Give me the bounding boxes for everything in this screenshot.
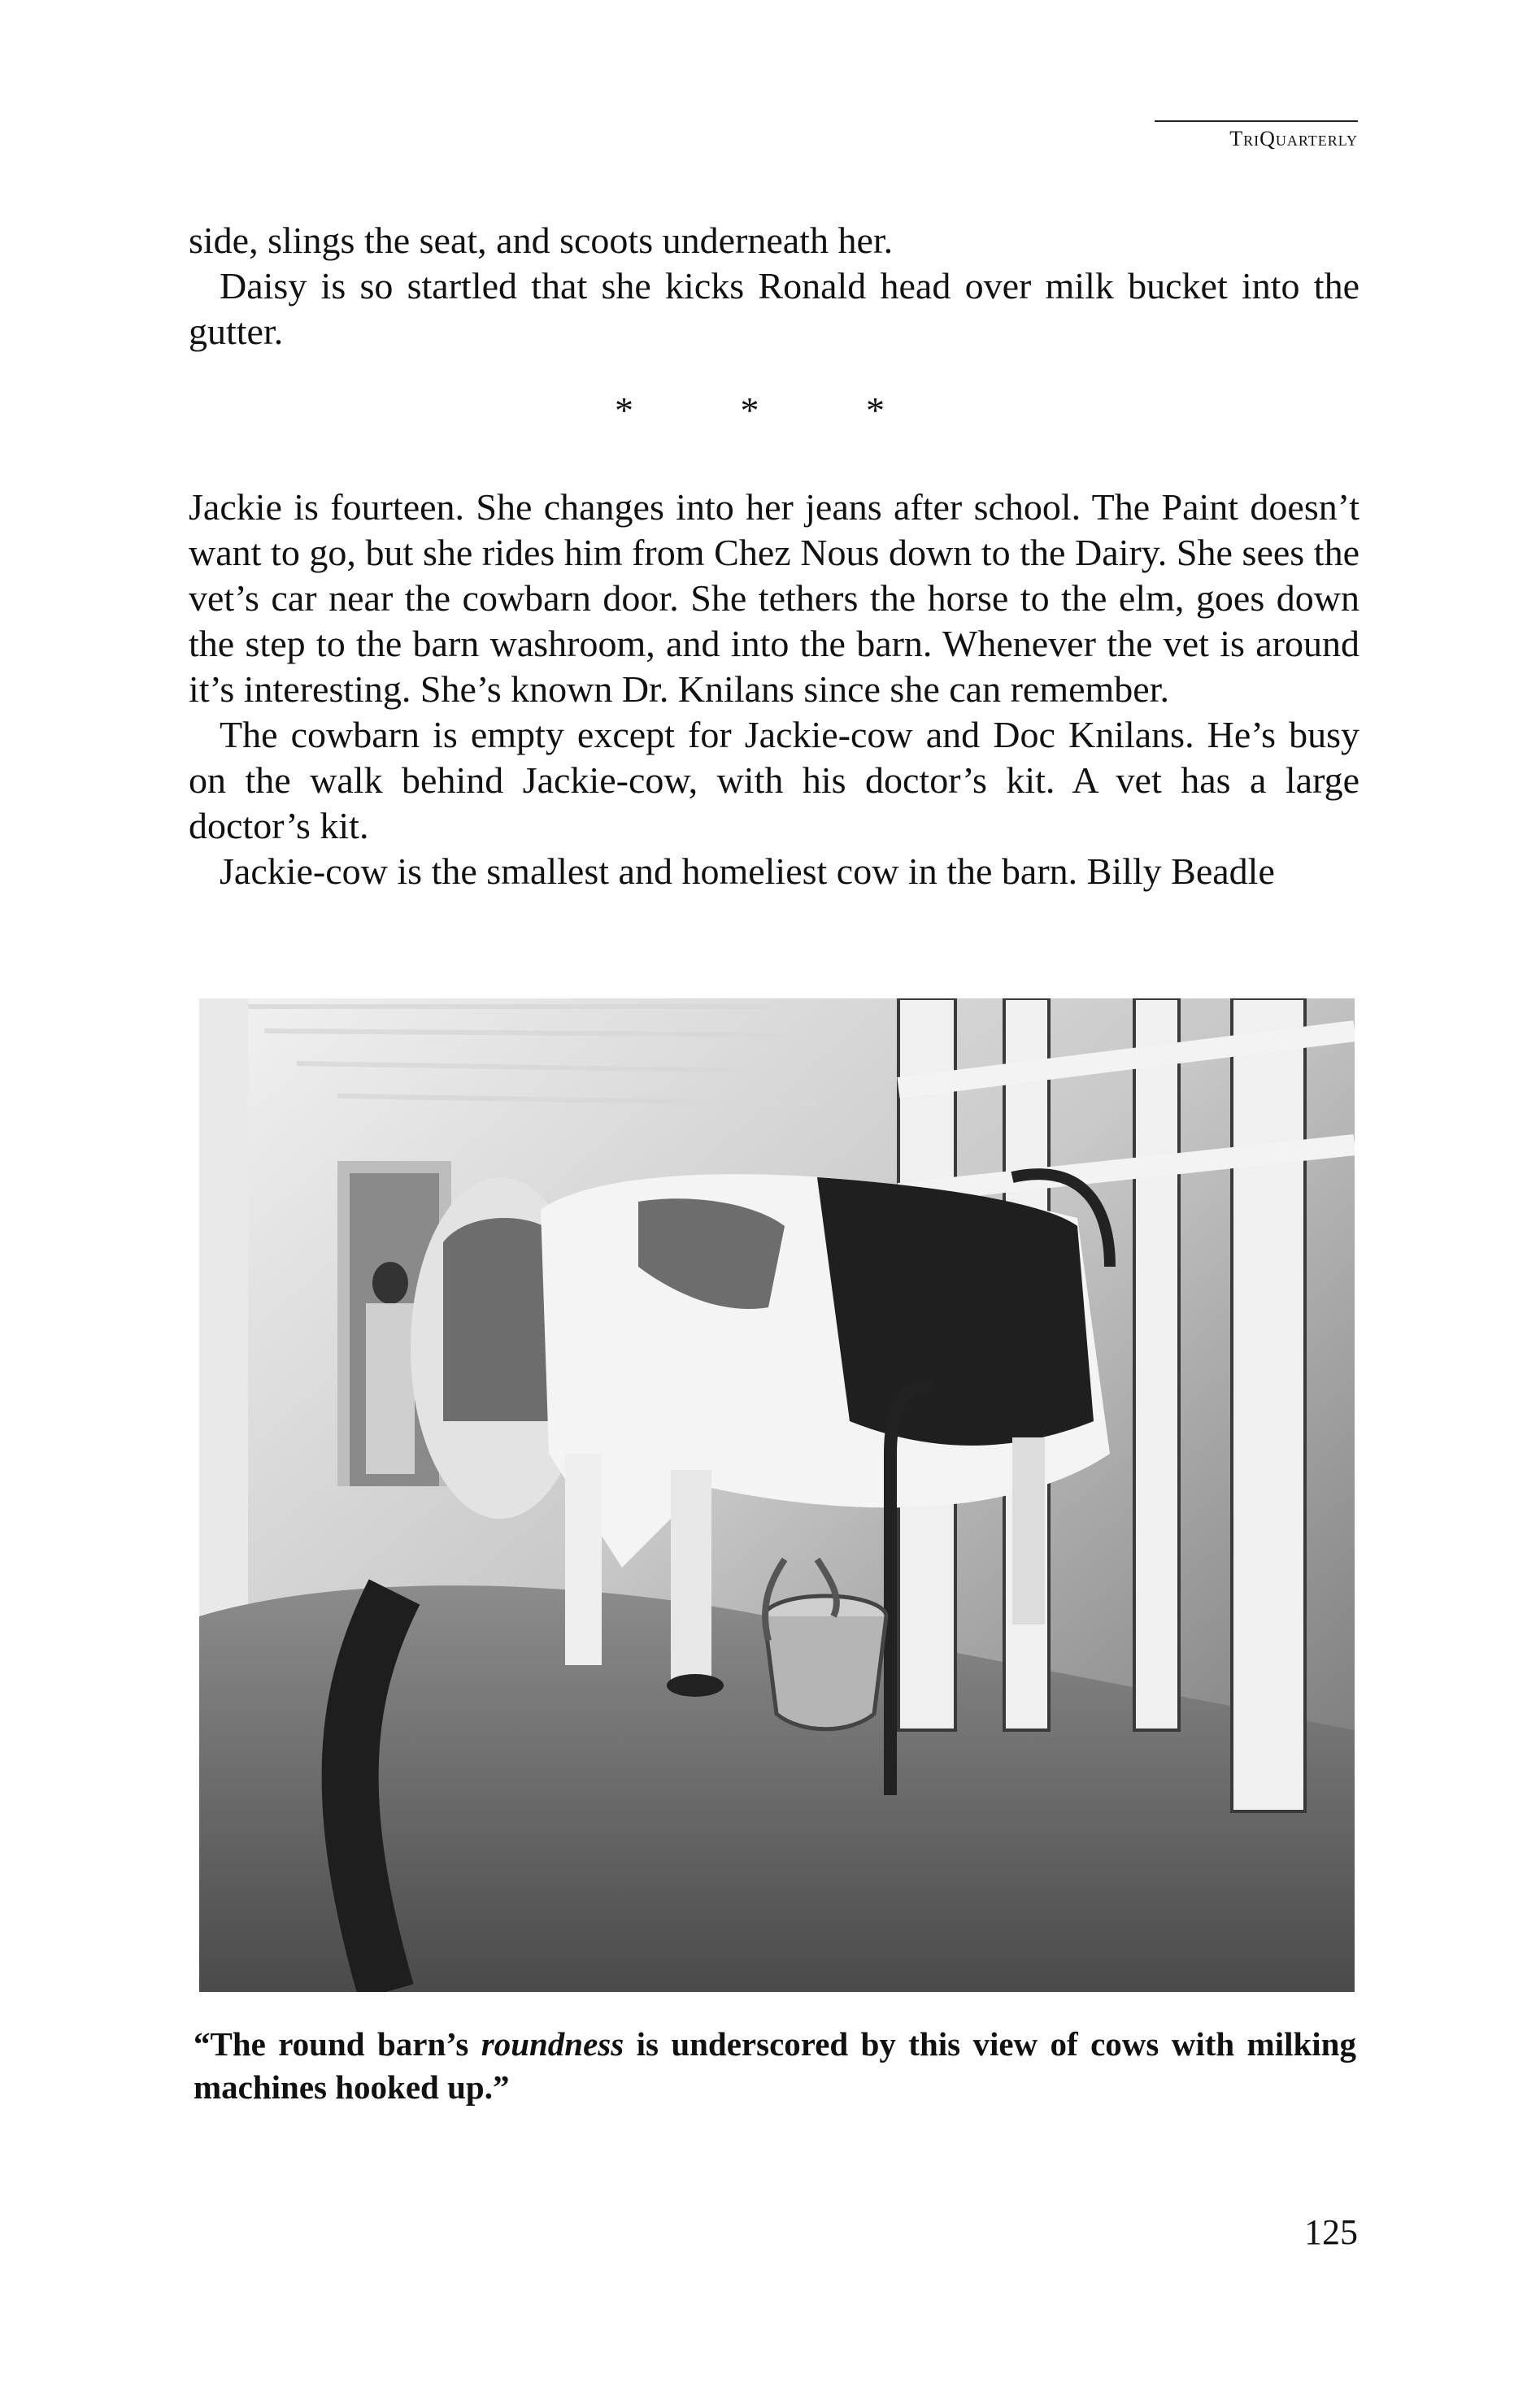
caption-text: “The round barn’s	[194, 2025, 481, 2063]
paragraph: side, slings the seat, and scoots underneath her.	[189, 220, 894, 261]
paragraph: Daisy is so startled that she kicks Ronald head over milk bucket into the gutter.	[189, 265, 1359, 352]
photo-caption	[194, 2023, 1356, 2109]
running-head: TriQuarterly	[1155, 120, 1358, 151]
page-number: 125	[1304, 2212, 1358, 2252]
barn-photo	[199, 998, 1355, 1992]
text-block-top	[189, 218, 1359, 354]
paragraph: Jackie-cow is the smallest and homeliest cow in the barn. Billy Beadle	[220, 850, 1275, 892]
caption-text: is underscored by this view of cows with milking machines hooked up.”	[194, 2025, 1356, 2106]
barn-photo-illustration	[199, 998, 1355, 1992]
section-separator: * * *	[615, 389, 933, 431]
paragraph: Jackie is fourteen. She changes into her jeans after school. The Paint doesn’t want to go, but she rides him from Chez Nous down to the Dairy. She sees the vet’s car near the cowbarn door. She tethers the horse to the elm, goes down the step to the barn washroom, and into the barn. Whenever the vet is around it’s interesting. She’s known Dr. Knilans since she can remember.	[189, 486, 1359, 710]
text-block-main	[189, 485, 1359, 894]
paragraph: The cowbarn is empty except for Jackie-cow and Doc Knilans. He’s busy on the walk behind Jackie-cow, with his doctor’s kit. A vet has a large doctor’s kit.	[189, 714, 1359, 846]
caption-emphasis: roundness	[481, 2025, 624, 2063]
